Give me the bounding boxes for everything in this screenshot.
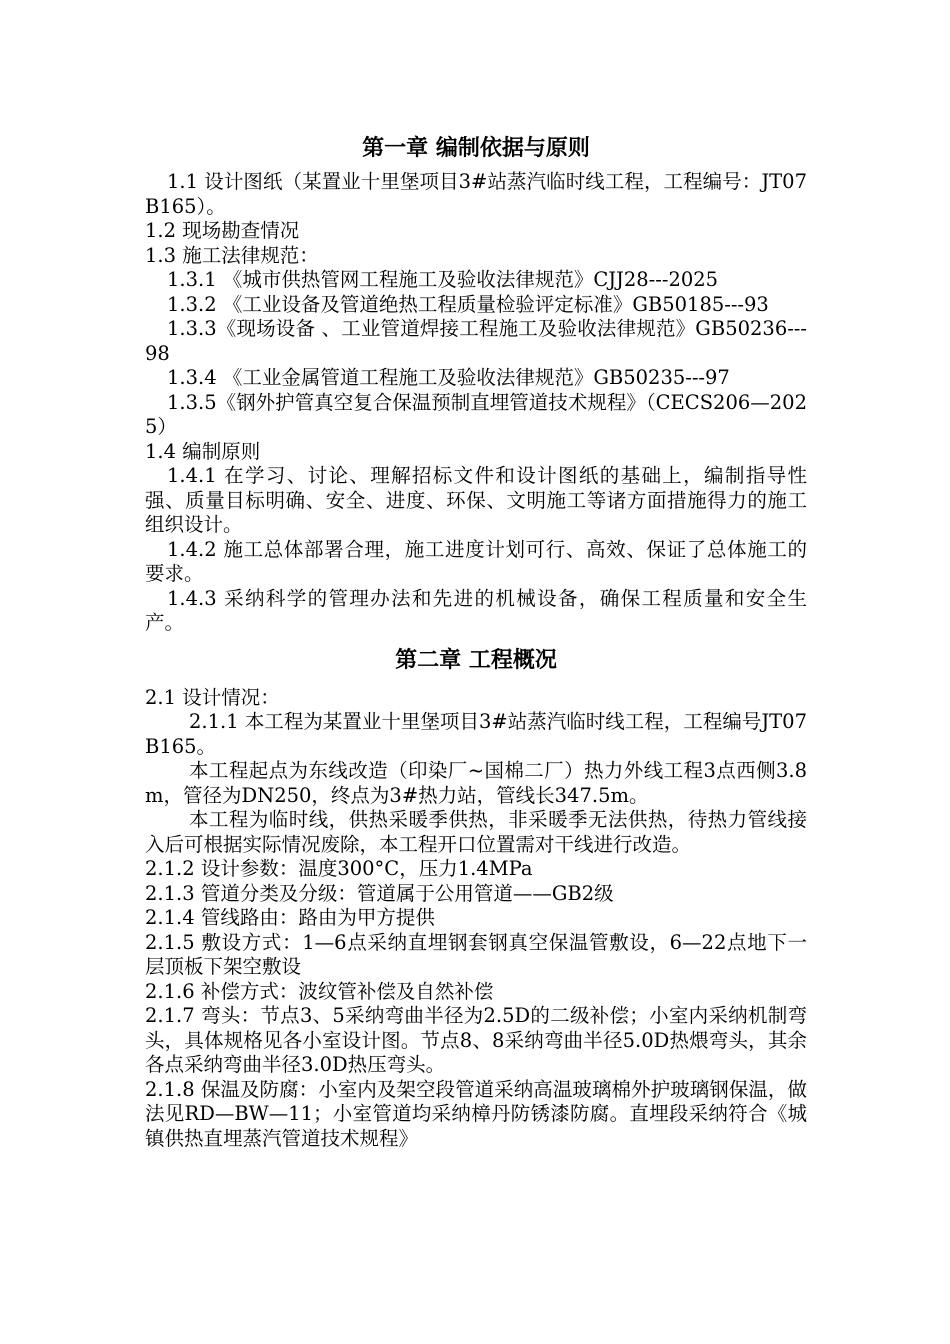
para-1-3: 1.3 施工法律规范： <box>145 243 319 267</box>
chapter-2-title: 第二章 工程概况 <box>395 647 557 673</box>
document-page <box>145 128 807 1151</box>
para-2-1-1: 2.1.1 本工程为某置业十里堡项目3#站蒸汽临时线工程，工程编号JT07B165。 <box>145 710 807 758</box>
chapter-1-title: 第一章 编制依据与原则 <box>362 136 590 161</box>
para-1-3-3: 1.3.3《现场设备 、工业管道焊接工程施工及验收法律规范》GB50236---98 <box>145 317 807 365</box>
para-2-1-1-start: 本工程起点为东线改造（印染厂~国棉二厂）热力外线工程3点西侧3.8m，管径为DN250，终点为3#热力站，管线长347.5m。 <box>145 759 807 807</box>
para-2-1-6: 2.1.6 补偿方式：波纹管补偿及自然补偿 <box>145 979 494 1003</box>
para-1-3-4: 1.3.4 《工业金属管道工程施工及验收法律规范》GB50235---97 <box>167 366 730 389</box>
para-2-1: 2.1 设计情况： <box>145 685 280 709</box>
para-1-4-1: 1.4.1 在学习、讨论、理解招标文件和设计图纸的基础上，编制指导性强、质量目标明确、安全、进度、环保、文明施工等诸方面措施得力的施工组织设计。 <box>145 464 807 536</box>
para-2-1-8: 2.1.8 保温及防腐：小室内及架空段管道采纳高温玻璃棉外护玻璃钢保温，做法见RD—BW—11；小室管道均采纳樟丹防锈漆防腐。直埋段采纳符合《城镇供热直埋蒸汽管道技术规程》 <box>145 1077 807 1150</box>
para-1-4-3: 1.4.3 采纳科学的管理办法和先进的机械设备，确保工程质量和安全生产。 <box>145 586 807 634</box>
para-1-3-5: 1.3.5《钢外护管真空复合保温预制直埋管道技术规程》（CECS206—2025） <box>145 390 807 438</box>
para-1-4-2: 1.4.2 施工总体部署合理，施工进度计划可行、高效、保证了总体施工的要求。 <box>145 537 807 585</box>
para-2-1-2: 2.1.2 设计参数：温度300°C，压力1.4MPa <box>145 857 533 880</box>
para-2-1-7: 2.1.7 弯头：节点3、5采纳弯曲半径为2.5D的二级补偿；小室内采纳机制弯头，具体规格见各小室设计图。节点8、8采纳弯曲半径5.0D热煨弯头，其余各点采纳弯曲半径3.0D热压弯头。 <box>145 1004 807 1076</box>
para-2-1-1-temporary: 本工程为临时线，供热采暖季供热，非采暖季无法供热，待热力管线接入后可根据实际情况废除，本工程开口位置需对干线进行改造。 <box>145 808 807 856</box>
para-1-3-1: 1.3.1 《城市供热管网工程施工及验收法律规范》CJJ28---2025 <box>167 268 719 291</box>
para-1-2: 1.2 现场勘查情况 <box>145 219 300 242</box>
para-2-1-4: 2.1.4 管线路由：路由为甲方提供 <box>145 906 435 929</box>
para-1-4: 1.4 编制原则 <box>145 439 261 463</box>
para-2-1-3: 2.1.3 管道分类及分级：管道属于公用管道——GB2级 <box>145 881 614 905</box>
para-2-1-5: 2.1.5 敷设方式：1—6点采纳直埋钢套钢真空保温管敷设，6—22点地下一层顶板下架空敷设 <box>145 930 807 978</box>
para-1-1: 1.1 设计图纸（某置业十里堡项目3#站蒸汽临时线工程，工程编号：JT07B165）。 <box>145 170 807 218</box>
para-1-3-2: 1.3.2 《工业设备及管道绝热工程质量检验评定标准》GB50185---93 <box>167 292 769 316</box>
